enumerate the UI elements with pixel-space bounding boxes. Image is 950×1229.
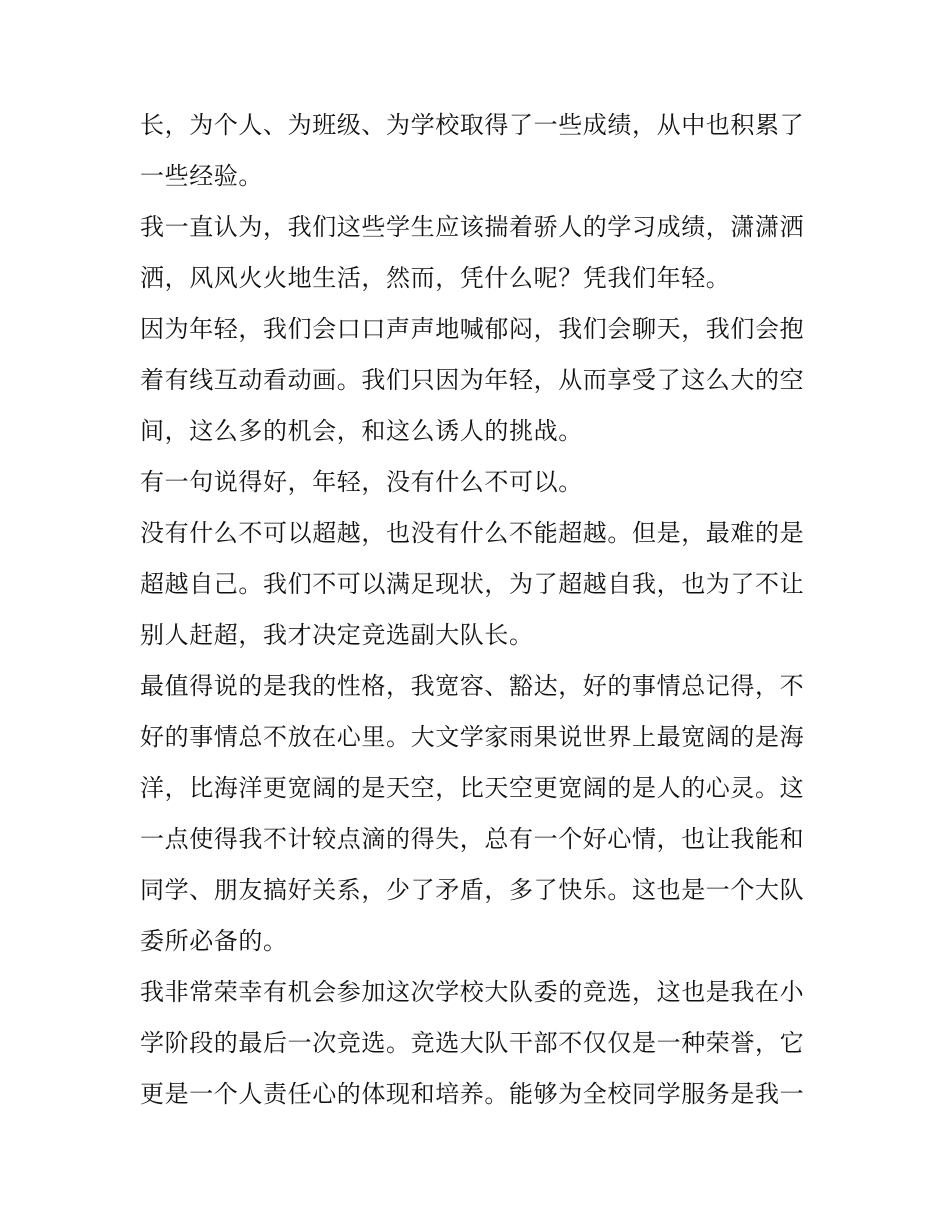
paragraph-1: 长，为个人、为班级、为学校取得了一些成绩，从中也积累了一些经验。 [140,111,805,190]
paragraph-6: 最值得说的是我的性格，我宽容、豁达，好的事情总记得，不好的事情总不放在心里。大文学家雨果说世界上最宽阔的是海洋，比海洋更宽阔的是天空，比天空更宽阔的是人的心灵。这一点使得我不计较点滴的得失，总有一个好心情，也让我能和同学、朋友搞好关系，少了矛盾，多了快乐。这也是一个大队委所必备的。 [140,672,805,955]
document-body [140,100,820,1120]
paragraph-7: 我非常荣幸有机会参加这次学校大队委的竞选，这也是我在小学阶段的最后一次竞选。竞选大队干部不仅仅是一种荣誉，它更是一个人责任心的体现和培养。能够为全校同学服务是我一 [140,978,805,1108]
paragraph-3: 因为年轻，我们会口口声声地喊郁闷，我们会聊天，我们会抱着有线互动看动画。我们只因为年轻，从而享受了这么大的空间，这么多的机会，和这么诱人的挑战。 [140,315,805,445]
paragraph-4: 有一句说得好，年轻，没有什么不可以。 [140,468,583,496]
paragraph-5: 没有什么不可以超越，也没有什么不能超越。但是，最难的是超越自己。我们不可以满足现状，为了超越自我，也为了不让别人赶超，我才决定竞选副大队长。 [140,519,805,649]
paragraph-2: 我一直认为，我们这些学生应该揣着骄人的学习成绩，潇潇洒洒，风风火火地生活，然而，凭什么呢？凭我们年轻。 [140,213,805,292]
